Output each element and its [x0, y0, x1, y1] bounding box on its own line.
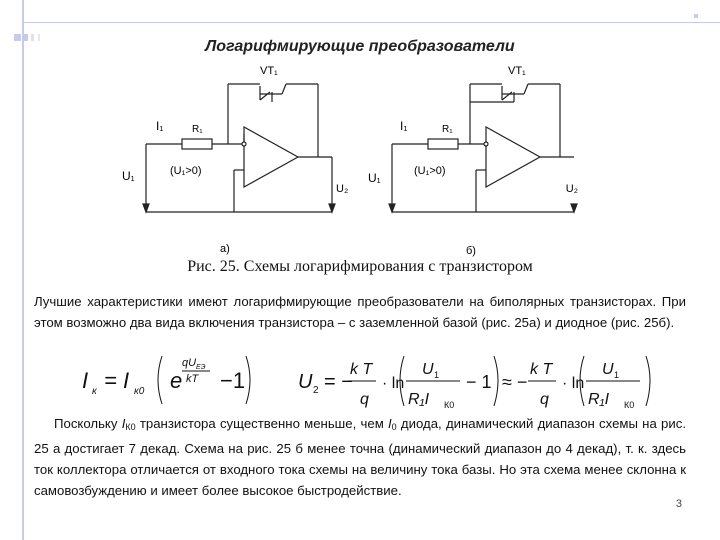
- f2-lhs-sub: 2: [313, 385, 319, 396]
- p2-i2-sub: 0: [391, 422, 397, 432]
- f1-eq: = I: [104, 368, 130, 393]
- p2-i1-sub: К0: [125, 422, 136, 432]
- paragraph-1: Лучшие характеристики имеют логарифмирующие преобразователи на биполярных транзисторах. При этом возможно два вида включения транзистора – с заземленной базой (рис. 25а) и диодное (рис. 25б).: [34, 294, 686, 330]
- decoration-square: [694, 14, 698, 18]
- left-output-voltage-label: U₂: [336, 183, 349, 195]
- f2-u1: U: [422, 361, 434, 378]
- right-output-voltage-label: U₂: [565, 183, 578, 195]
- f1-lhs: I: [82, 368, 89, 393]
- page-number: 3: [675, 498, 682, 510]
- left-current-label: I₁: [156, 119, 164, 133]
- f2-r1ik0: R₁I: [408, 391, 430, 408]
- f1-exp-num-sub: ЕЭ: [196, 364, 206, 371]
- right-condition-label: (U₁>0): [414, 165, 446, 177]
- left-input-voltage-label: U₁: [122, 169, 135, 183]
- f2-approx: ≈ −: [502, 372, 528, 392]
- f2-minus1: − 1: [466, 372, 492, 392]
- f2-lhs: U: [298, 371, 313, 393]
- f2-q2: q: [540, 391, 549, 408]
- decoration-horizontal-line: [24, 22, 720, 23]
- p2-part-c: диода, динамический диапазон схемы на рис. 25 а достигает 7 декад. Схема на рис. 25 б менее точна (динамический диапазон до 4 декад), т. к. здесь ток коллектора отличается от входного тока схемы на величину тока базы. Но эта схема менее склонна к самовозбуждению и имеет более высокое быстродействие.: [34, 416, 686, 498]
- f2-ln2: · ln: [562, 375, 585, 392]
- right-input-voltage-label: U₁: [368, 171, 381, 185]
- p2-i1: I: [121, 416, 126, 431]
- f1-ik0-sub: к0: [134, 386, 145, 397]
- right-sub-label: б): [466, 245, 476, 257]
- f2-q: q: [360, 391, 369, 408]
- p2-part-b: транзистора существенно меньше, чем: [135, 416, 388, 431]
- f2-r1ik0-sub: К0: [444, 400, 455, 410]
- p2-i2: I: [388, 416, 392, 431]
- figure-caption: Рис. 25. Схемы логарифмирования с транзистором: [187, 258, 533, 275]
- f2-u1b-sub: 1: [614, 370, 620, 380]
- p2-part-a: Поскольку: [54, 416, 122, 431]
- circuit-diagram: [110, 62, 580, 262]
- f2-u1-sub: 1: [434, 370, 440, 380]
- left-transistor-label: VT₁: [260, 65, 278, 77]
- f2-r1ik0b: R₁I: [588, 391, 610, 408]
- right-transistor-label: VT₁: [508, 65, 526, 77]
- f1-e: e: [170, 368, 183, 393]
- f2-kt: k T: [350, 361, 373, 378]
- paragraph-2: [34, 413, 686, 501]
- formulas: [70, 348, 710, 412]
- circuit-figure: [110, 62, 580, 262]
- f1-minus1: −1: [220, 368, 246, 393]
- f2-u1b: U: [602, 361, 614, 378]
- f1-paren-right: [246, 356, 250, 404]
- slide-title: Логарифмирующие преобразователи: [205, 38, 515, 55]
- f2-r1ik0b-sub: К0: [624, 400, 635, 410]
- f2-ln: · ln: [382, 375, 405, 392]
- left-sub-label: а): [220, 243, 230, 255]
- right-resistor-label: R₁: [442, 124, 453, 135]
- f1-exp-num: qU: [182, 357, 197, 369]
- right-current-label: I₁: [400, 119, 408, 133]
- f1-lhs-sub: к: [92, 386, 97, 397]
- left-resistor-label: R₁: [192, 124, 203, 135]
- left-condition-label: (U₁>0): [170, 165, 202, 177]
- f1-paren-left: [158, 356, 162, 404]
- f2-eq: = −: [324, 371, 353, 393]
- f1-exp-den: kT: [186, 373, 199, 385]
- f2-kt2: k T: [530, 361, 553, 378]
- formula-graphics: [70, 348, 710, 412]
